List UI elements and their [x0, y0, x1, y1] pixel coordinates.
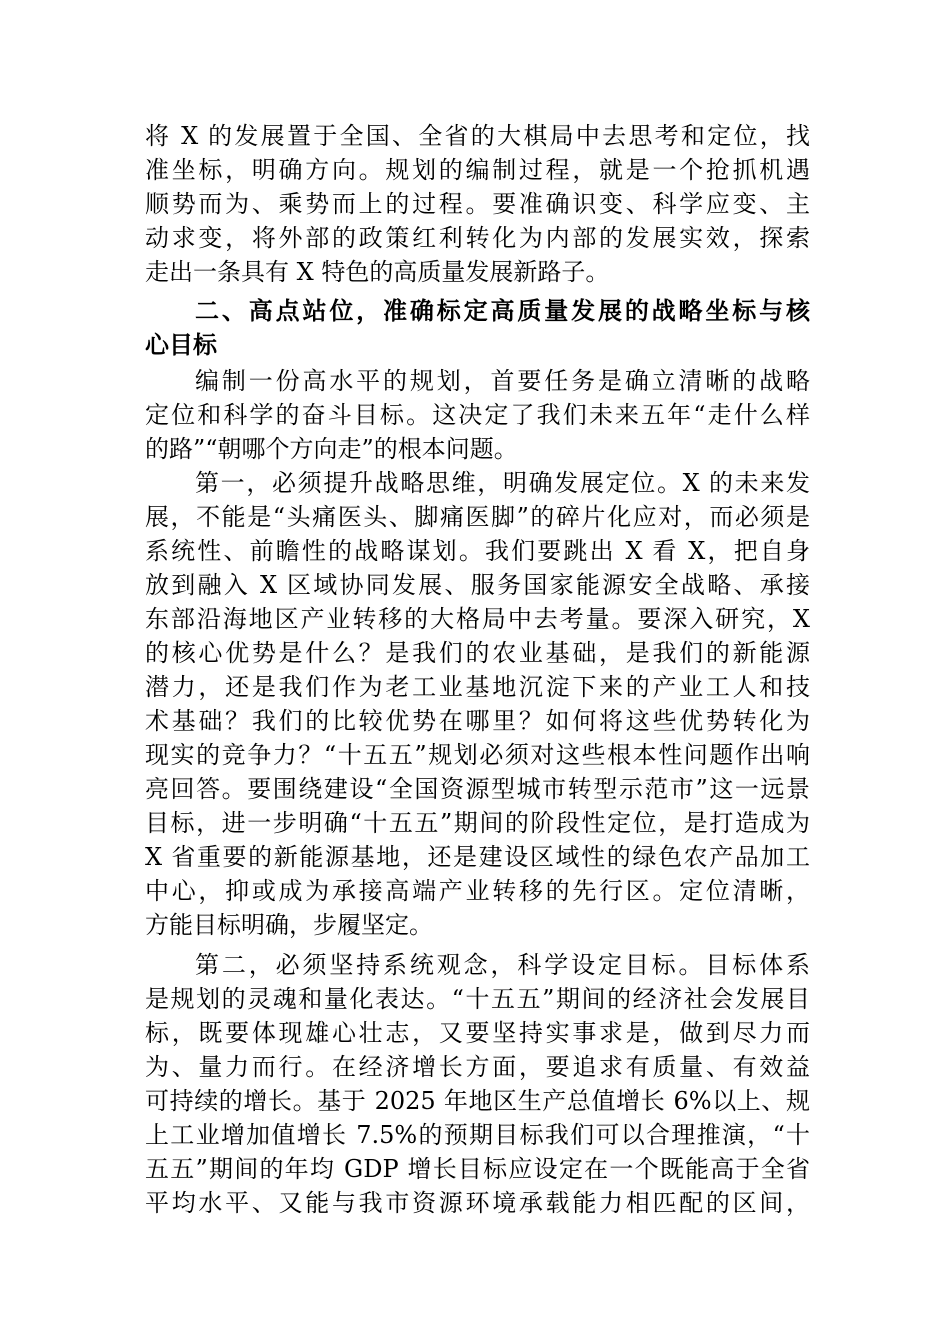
paragraph-line: 动求变，将外部的政策红利转化为内部的发展实效，探索 — [145, 224, 810, 252]
paragraph-line: 准坐标，明确方向。规划的编制过程，就是一个抢抓机遇 — [145, 156, 810, 184]
paragraph-line: 编制一份高水平的规划，首要任务是确立清晰的战略 — [195, 367, 810, 395]
paragraph-line: 现实的竞争力？“十五五”规划必须对这些根本性问题作出响 — [145, 741, 810, 769]
paragraph-line: 走出一条具有 X 特色的高质量发展新路子。 — [145, 258, 610, 286]
paragraph-line: 放到融入 X 区域协同发展、服务国家能源安全战略、承接 — [145, 571, 810, 599]
paragraph-line: 术基础？我们的比较优势在哪里？如何将这些优势转化为 — [145, 707, 810, 735]
paragraph-line: 的核心优势是什么？是我们的农业基础，是我们的新能源 — [145, 639, 810, 667]
paragraph-line: 标，既要体现雄心壮志，又要坚持实事求是，做到尽力而 — [145, 1019, 810, 1047]
paragraph-line: 上工业增加值增长 7.5%的预期目标我们可以合理推演，“十 — [145, 1121, 810, 1149]
paragraph-line: 的路”“朝哪个方向走”的根本问题。 — [145, 435, 518, 463]
paragraph-line: X 省重要的新能源基地，还是建设区域性的绿色农产品加工 — [145, 843, 810, 871]
paragraph-line: 五五”期间的年均 GDP 增长目标应设定在一个既能高于全省 — [145, 1155, 810, 1183]
paragraph-line: 展，不能是“头痛医头、脚痛医脚”的碎片化应对，而必须是 — [145, 503, 810, 531]
paragraph-line: 方能目标明确，步履坚定。 — [145, 911, 433, 939]
paragraph-line: 是规划的灵魂和量化表达。“十五五”期间的经济社会发展目 — [145, 985, 810, 1013]
paragraph-line: 定位和科学的奋斗目标。这决定了我们未来五年“走什么样 — [145, 401, 810, 429]
paragraph-line: 东部沿海地区产业转移的大格局中去考量。要深入研究，X — [145, 605, 810, 633]
paragraph-line: 亮回答。要围绕建设“全国资源型城市转型示范市”这一远景 — [145, 775, 810, 803]
section-heading-line: 二、高点站位，准确标定高质量发展的战略坐标与核 — [195, 296, 810, 325]
paragraph-line: 中心，抑或成为承接高端产业转移的先行区。定位清晰， — [145, 877, 810, 905]
paragraph-line: 第一，必须提升战略思维，明确发展定位。X 的未来发 — [195, 469, 810, 497]
paragraph-line: 可持续的增长。基于 2025 年地区生产总值增长 6%以上、规 — [145, 1087, 810, 1115]
paragraph-line: 潜力，还是我们作为老工业基地沉淀下来的产业工人和技 — [145, 673, 810, 701]
paragraph-line: 平均水平、又能与我市资源环境承载能力相匹配的区间， — [145, 1189, 810, 1217]
section-heading-line: 心目标 — [145, 330, 217, 359]
paragraph-line: 系统性、前瞻性的战略谋划。我们要跳出 X 看 X，把自身 — [145, 537, 810, 565]
paragraph-line: 第二，必须坚持系统观念，科学设定目标。目标体系 — [195, 951, 810, 979]
paragraph-line: 为、量力而行。在经济增长方面，要追求有质量、有效益 — [145, 1053, 810, 1081]
paragraph-line: 将 X 的发展置于全国、全省的大棋局中去思考和定位，找 — [145, 122, 810, 150]
paragraph-line: 目标，进一步明确“十五五”期间的阶段性定位，是打造成为 — [145, 809, 810, 837]
paragraph-line: 顺势而为、乘势而上的过程。要准确识变、科学应变、主 — [145, 190, 810, 218]
